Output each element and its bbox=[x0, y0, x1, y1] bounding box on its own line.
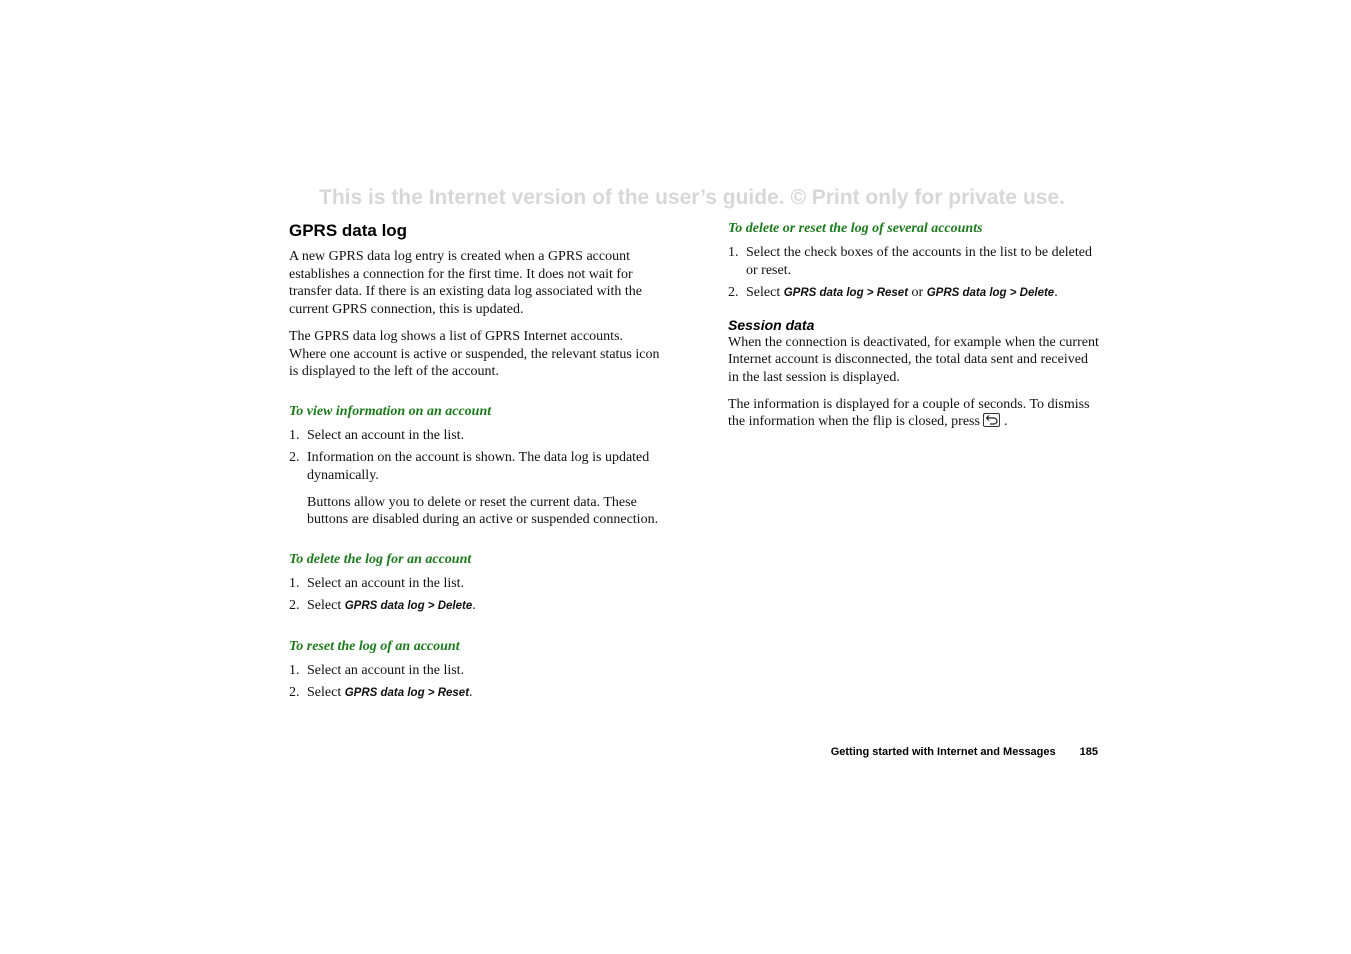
view-heading: To view information on an account bbox=[289, 403, 492, 419]
delete-heading: To delete the log for an account bbox=[289, 551, 472, 567]
section-title: GPRS data log bbox=[289, 221, 408, 240]
delete-steps bbox=[289, 575, 661, 616]
reset-steps bbox=[289, 662, 661, 703]
session-paragraph-2: The information is displayed for a couple of seconds. To dismiss the information when the flip is closed, press . bbox=[728, 396, 1090, 430]
reset-heading: To reset the log of an account bbox=[289, 638, 460, 654]
footer-section: Getting started with Internet and Messages bbox=[830, 746, 1056, 758]
page-footer bbox=[728, 746, 1098, 758]
session-heading: Session data bbox=[728, 316, 815, 333]
right-column bbox=[728, 220, 1100, 440]
back-key-icon bbox=[983, 413, 1000, 427]
several-steps bbox=[728, 244, 1100, 303]
menu-command: GPRS data log > Delete bbox=[344, 600, 473, 613]
session-paragraph-1: When the connection is deactivated, for example when the current Internet account is disconnected, the total data sent and received in the last session is displayed. bbox=[728, 334, 1099, 386]
menu-command: GPRS data log > Reset bbox=[783, 286, 909, 299]
several-heading: To delete or reset the log of several accounts bbox=[728, 221, 983, 236]
view-steps bbox=[289, 427, 661, 529]
view-note: Buttons allow you to delete or reset the current data. These buttons are disabled during an active or suspended connection. bbox=[307, 494, 659, 528]
list-item: 2. Information on the account is shown. The data log is updated dynamically. Buttons allow you to delete or reset the current data. These buttons are disabled during an active or suspended connection. bbox=[289, 449, 661, 529]
list-item: 2. Select GPRS data log > Delete. bbox=[289, 598, 476, 614]
list-item: 1. Select an account in the list. bbox=[289, 575, 465, 591]
list-item: 1. Select an account in the list. bbox=[289, 662, 465, 678]
intro-paragraph: A new GPRS data log entry is created when a GPRS account establishes a connection for the first time. It does not wait for transfer data. If there is an existing data log associated with the current GPRS connection, this is updated. bbox=[289, 249, 642, 318]
menu-command: GPRS data log > Delete bbox=[926, 286, 1055, 299]
list-item: 2. Select GPRS data log > Reset or GPRS data log > Delete. bbox=[728, 284, 1058, 300]
list-item: 1. Select the check boxes of the accounts in the list to be deleted or reset. bbox=[728, 245, 1092, 278]
list-item: 1. Select an account in the list. bbox=[289, 427, 465, 443]
list-item: 2. Select GPRS data log > Reset. bbox=[289, 685, 473, 701]
watermark: This is the Internet version of the user’s guide. © Print only for private use. bbox=[319, 186, 1065, 209]
list-paragraph: The GPRS data log shows a list of GPRS Internet accounts. Where one account is active or suspended, the relevant status icon is displayed to the left of the account. bbox=[289, 328, 660, 380]
left-column bbox=[289, 220, 661, 707]
page-number: 185 bbox=[1079, 746, 1098, 758]
menu-command: GPRS data log > Reset bbox=[344, 687, 470, 700]
